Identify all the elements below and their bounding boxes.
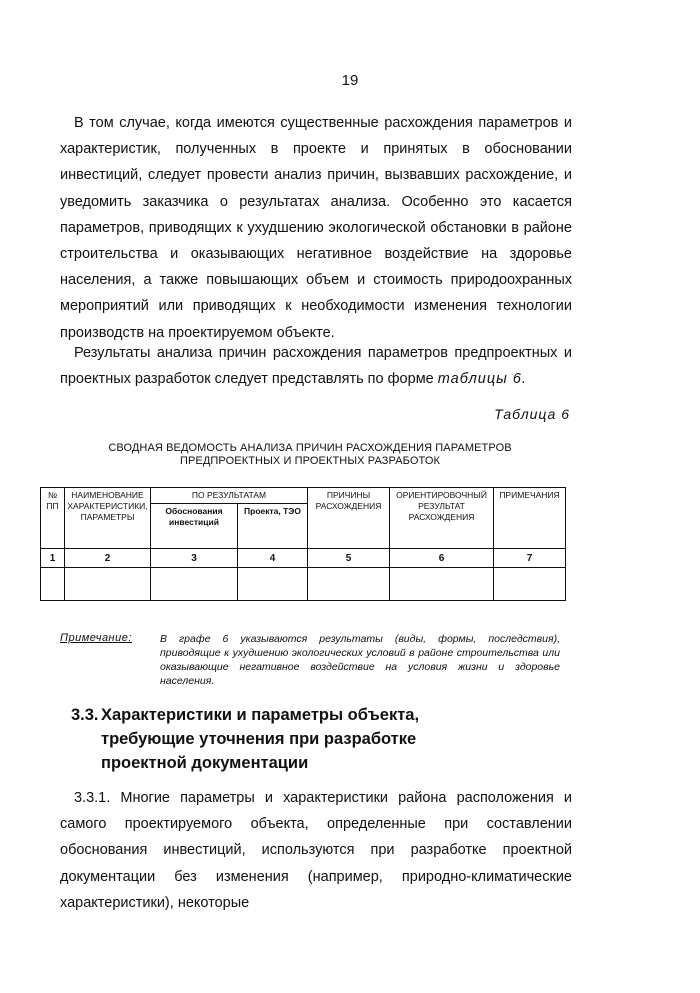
header-reasons: ПРИЧИНЫ РАСХОЖДЕНИЯ: [308, 488, 390, 549]
column-number: 4: [238, 549, 308, 568]
paragraph-2: [60, 340, 572, 392]
section-title-line-1: Характеристики и параметры объекта,: [101, 706, 420, 724]
header-estimated-result: ОРИЕНТИРОВОЧНЫЙ РЕЗУЛЬТАТ РАСХОЖДЕНИЯ: [390, 488, 494, 549]
header-investment-justification: Обоснования инвестиций: [151, 504, 238, 549]
empty-cell: [390, 568, 494, 601]
section-heading: [71, 703, 419, 775]
column-number: 1: [41, 549, 65, 568]
header-name: НАИМЕНОВАНИЕ ХАРАКТЕРИСТИКИ, ПАРАМЕТРЫ: [65, 488, 151, 549]
empty-cell: [65, 568, 151, 601]
empty-cell: [151, 568, 238, 601]
table-caption: Таблица 6: [494, 406, 570, 422]
summary-table: [40, 487, 566, 601]
column-number: 6: [390, 549, 494, 568]
header-notes: ПРИМЕЧАНИЯ: [494, 488, 566, 549]
section-title-line-2: требующие уточнения при разработке: [101, 730, 417, 748]
section-number: 3.3.: [71, 706, 99, 724]
note-text: В графе 6 указываются результаты (виды, формы, последствия), приводящие к ухудшению экологических условий в районе строительства или оказывающие негативное воздействие на условия жизни и здоровье населения.: [160, 633, 560, 687]
section-title-line-3: проектной документации: [101, 754, 309, 772]
empty-cell: [41, 568, 65, 601]
paragraph-2-text: Результаты анализа причин расхождения параметров предпроектных и проектных разработок следует представлять по форме: [60, 345, 572, 388]
table-numbers-row: [41, 549, 566, 568]
column-number: 3: [151, 549, 238, 568]
column-number: 5: [308, 549, 390, 568]
table-reference: таблицы 6.: [437, 371, 527, 388]
empty-cell: [238, 568, 308, 601]
column-number: 2: [65, 549, 151, 568]
page-number: 19: [341, 72, 359, 89]
note-label: Примечание:: [60, 632, 132, 644]
paragraph-3: 3.3.1. Многие параметры и характеристики района расположения и самого проектируемого объекта, определенные при составлении обоснования инвестиций, используются при разработке проектной документации без изменения (например, природно-климатические характеристики), некоторые: [60, 790, 572, 911]
table-header-row: [41, 488, 566, 504]
empty-cell: [494, 568, 566, 601]
column-number: 7: [494, 549, 566, 568]
header-project: Проекта, ТЭО: [238, 504, 308, 549]
paragraph-1: В том случае, когда имеются существенные расхождения параметров и характеристик, полученных в проекте и принятых в обосновании инвестиций, следует провести анализ причин, вызвавших расхождение, и уведомить заказчика о результатах анализа. Особенно это касается параметров, приводящих к ухудшению экологической обстановки в районе строительства и оказывающих негативное воздействие на здоровье населения, а также повышающих объем и стоимость природоохранных мероприятий или приводящих к необходимости изменения технологии производств на проектируемом объекте.: [60, 115, 572, 341]
empty-cell: [308, 568, 390, 601]
header-group-results: ПО РЕЗУЛЬТАТАМ: [151, 488, 308, 504]
table-title: СВОДНАЯ ВЕДОМОСТЬ АНАЛИЗА ПРИЧИН РАСХОЖДЕНИЯ ПАРАМЕТРОВ ПРЕДПРОЕКТНЫХ И ПРОЕКТНЫХ РАЗРАБОТОК: [108, 442, 512, 467]
table-empty-row: [41, 568, 566, 601]
header-number: № ПП: [41, 488, 65, 549]
